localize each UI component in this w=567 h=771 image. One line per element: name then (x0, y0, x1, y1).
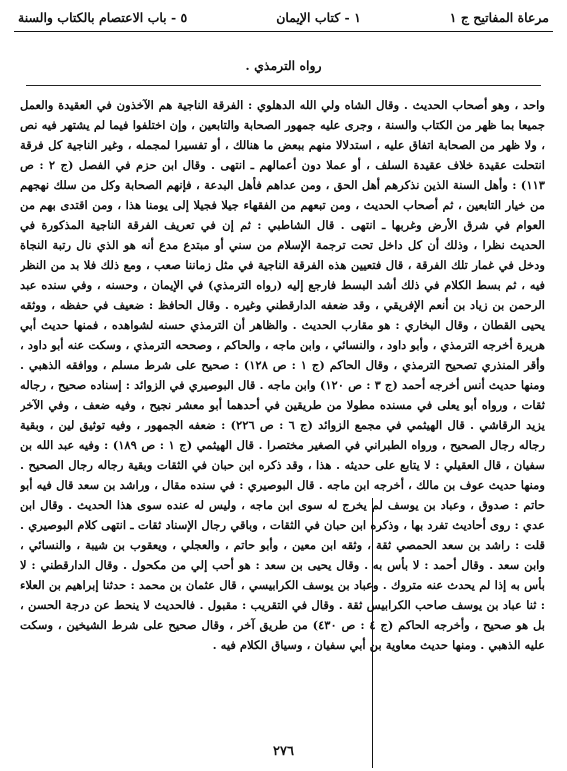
header-center: ١ - كتاب الإيمان (276, 9, 361, 25)
separator-rule (26, 85, 541, 86)
commentary-paragraph: واحد ، وهو أصحاب الحديث . وقال الشاه ولي الله الدهلوي : الفرقة الناجية هم الآخذون في العقيدة والعمل جميعا بما ظهر من الكتاب والسنة ، وجرى عليه جمهور الصحابة والتابعين ، وإن اختلفوا فيما لم يشتهر فيه نص ، ولا ظهر من الصحابة اتفاق عليه ، استدلالا منهم ببعض ما هنالك ، أو تفسيرا لمجمله ، وغير الناجية كل فرقة انتحلت عقيدة خلاف عقيدة السلف ، أو عملا دون أعمالهم ـ انتهى . وقال ابن حزم في الفصل (ج ٢ : ص ١١٣) : وأهل السنة الذين نذكرهم أهل الحق ، ومن عداهم فأهل البدعة ، فإنهم الصحابة وكل من سلك نهجهم من خيار التابعين ، ثم أصحاب الحديث ، ومن تبعهم من الفقهاء جيلا فجيلا إلى يومنا هذا ، ومن اقتدى بهم من العوام في شرق الأرض وغربها ـ انتهى . قال الشاطبي : ثم إن في تعريف الفرقة الناجية المذكورة في الحديث نظرا ، وذلك أن كل داخل تحت ترجمة الإسلام من سني أو مبتدع مدع أنه هو الذي نال رتبة النجاة ودخل في غمار تلك الفرقة ، قال فتعيين هذه الفرقة الناجية في مثل زماننا صعب ، ومع ذلك فلا بد من النظر فيه ، ثم بسط الكلام في ذلك أشد البسط فارجع إليه (رواه الترمذي) في الإيمان ، وحسنه ، وفي سنده عبد الرحمن بن زياد بن أنعم الإفريقي ، وقد ضعفه الدارقطني وغيره . وقال الحافظ : ضعيف في حفظه ، ووثقه يحيى القطان ، وقال البخاري : هو مقارب الحديث . والظاهر أن الترمذي حسنه لشواهده ، فمنها حديث أبي هريرة أخرجه الترمذي ، وأبو داود ، والنسائي ، وابن ماجه ، والحاكم ، وصححه الترمذي ، وسكت عنه أبو داود ، وأقر المنذري تصحيح الترمذي ، وقال الحاكم (ج ١ : ص ١٢٨) : صحيح على شرط مسلم ، ووافقه الذهبي . ومنها حديث أنس أخرجه أحمد (ج ٣ : ص ١٢٠) وابن ماجه . قال البوصيري في الزوائد : إسناده صحيح ، رجاله ثقات ، ورواه أبو يعلى في مسنده مطولا من طريقين في أحدهما أبو معشر نجيح ، وفيه ضعف ، وفي الآخر يزيد الرقاشي . قال الهيثمي في مجمع الزوائد (ج ٦ : ص ٢٢٦) : ضعفه الجمهور ، وفيه توثيق لين ، وبقية رجاله رجال الصحيح ، ورواه الطبراني في الصغير مختصرا . قال الهيثمي (ج ١ : ص ١٨٩) : وفيه عبد الله بن سفيان ، قال العقيلي : لا يتابع على حديثه . هذا ، وقد ذكره ابن حبان في الثقات وبقية رجاله رجال الصحيح . ومنها حديث عوف بن مالك ، أخرجه ابن ماجه . قال البوصيري : في سنده مقال ، وراشد بن سعد قال فيه أبو حاتم : صدوق ، وعباد بن يوسف لم يخرج له سوى ابن ماجه ، وليس له عنده سوى هذا الحديث . وقال ابن عدي : روى أحاديث تفرد بها ، وذكره ابن حبان في الثقات ، وباقي رجال الإسناد ثقات ـ انتهى كلام البوصيري . قلت : راشد بن سعد الحمصي ثقة ، وثقه ابن معين ، وأبو حاتم ، والعجلي ، ويعقوب بن شيبة ، والنسائي ، وابن سعد . وقال أحمد : لا بأس به . وقال يحيى بن سعد : هو أحب إلي من مكحول . وقال الدارقطني : لا بأس به إذا لم يحدث عنه متروك . وعباد بن يوسف الكرابيسي ، قال عثمان بن محمد : حدثنا إبراهيم بن العلاء : ثنا عباد بن يوسف صاحب الكرابيس ثقة . وقال في التقريب : مقبول . فالحديث لا ينحط عن درجة الحسن ، بل هو صحيح ، وأخرجه الحاكم (ج ٤ : ص ٤٣٠) من طريق آخر ، وقال صحيح على شرط الشيخين ، وسكت عليه الذهبي . ومنها حديث معاوية بن أبي سفيان ، وسياق الكلام فيه . (20, 98, 545, 652)
header-right: مرعاة المفاتيح ج ١ (449, 9, 549, 25)
header-left: ٥ - باب الاعتصام بالكتاب والسنة (18, 9, 188, 25)
margin-line (372, 498, 373, 768)
commentary-body (20, 95, 545, 739)
header-rule (14, 31, 553, 32)
page-number: ٢٧٦ (273, 744, 294, 759)
lead-line: رواه الترمذي . (245, 58, 322, 73)
running-header (18, 6, 549, 28)
